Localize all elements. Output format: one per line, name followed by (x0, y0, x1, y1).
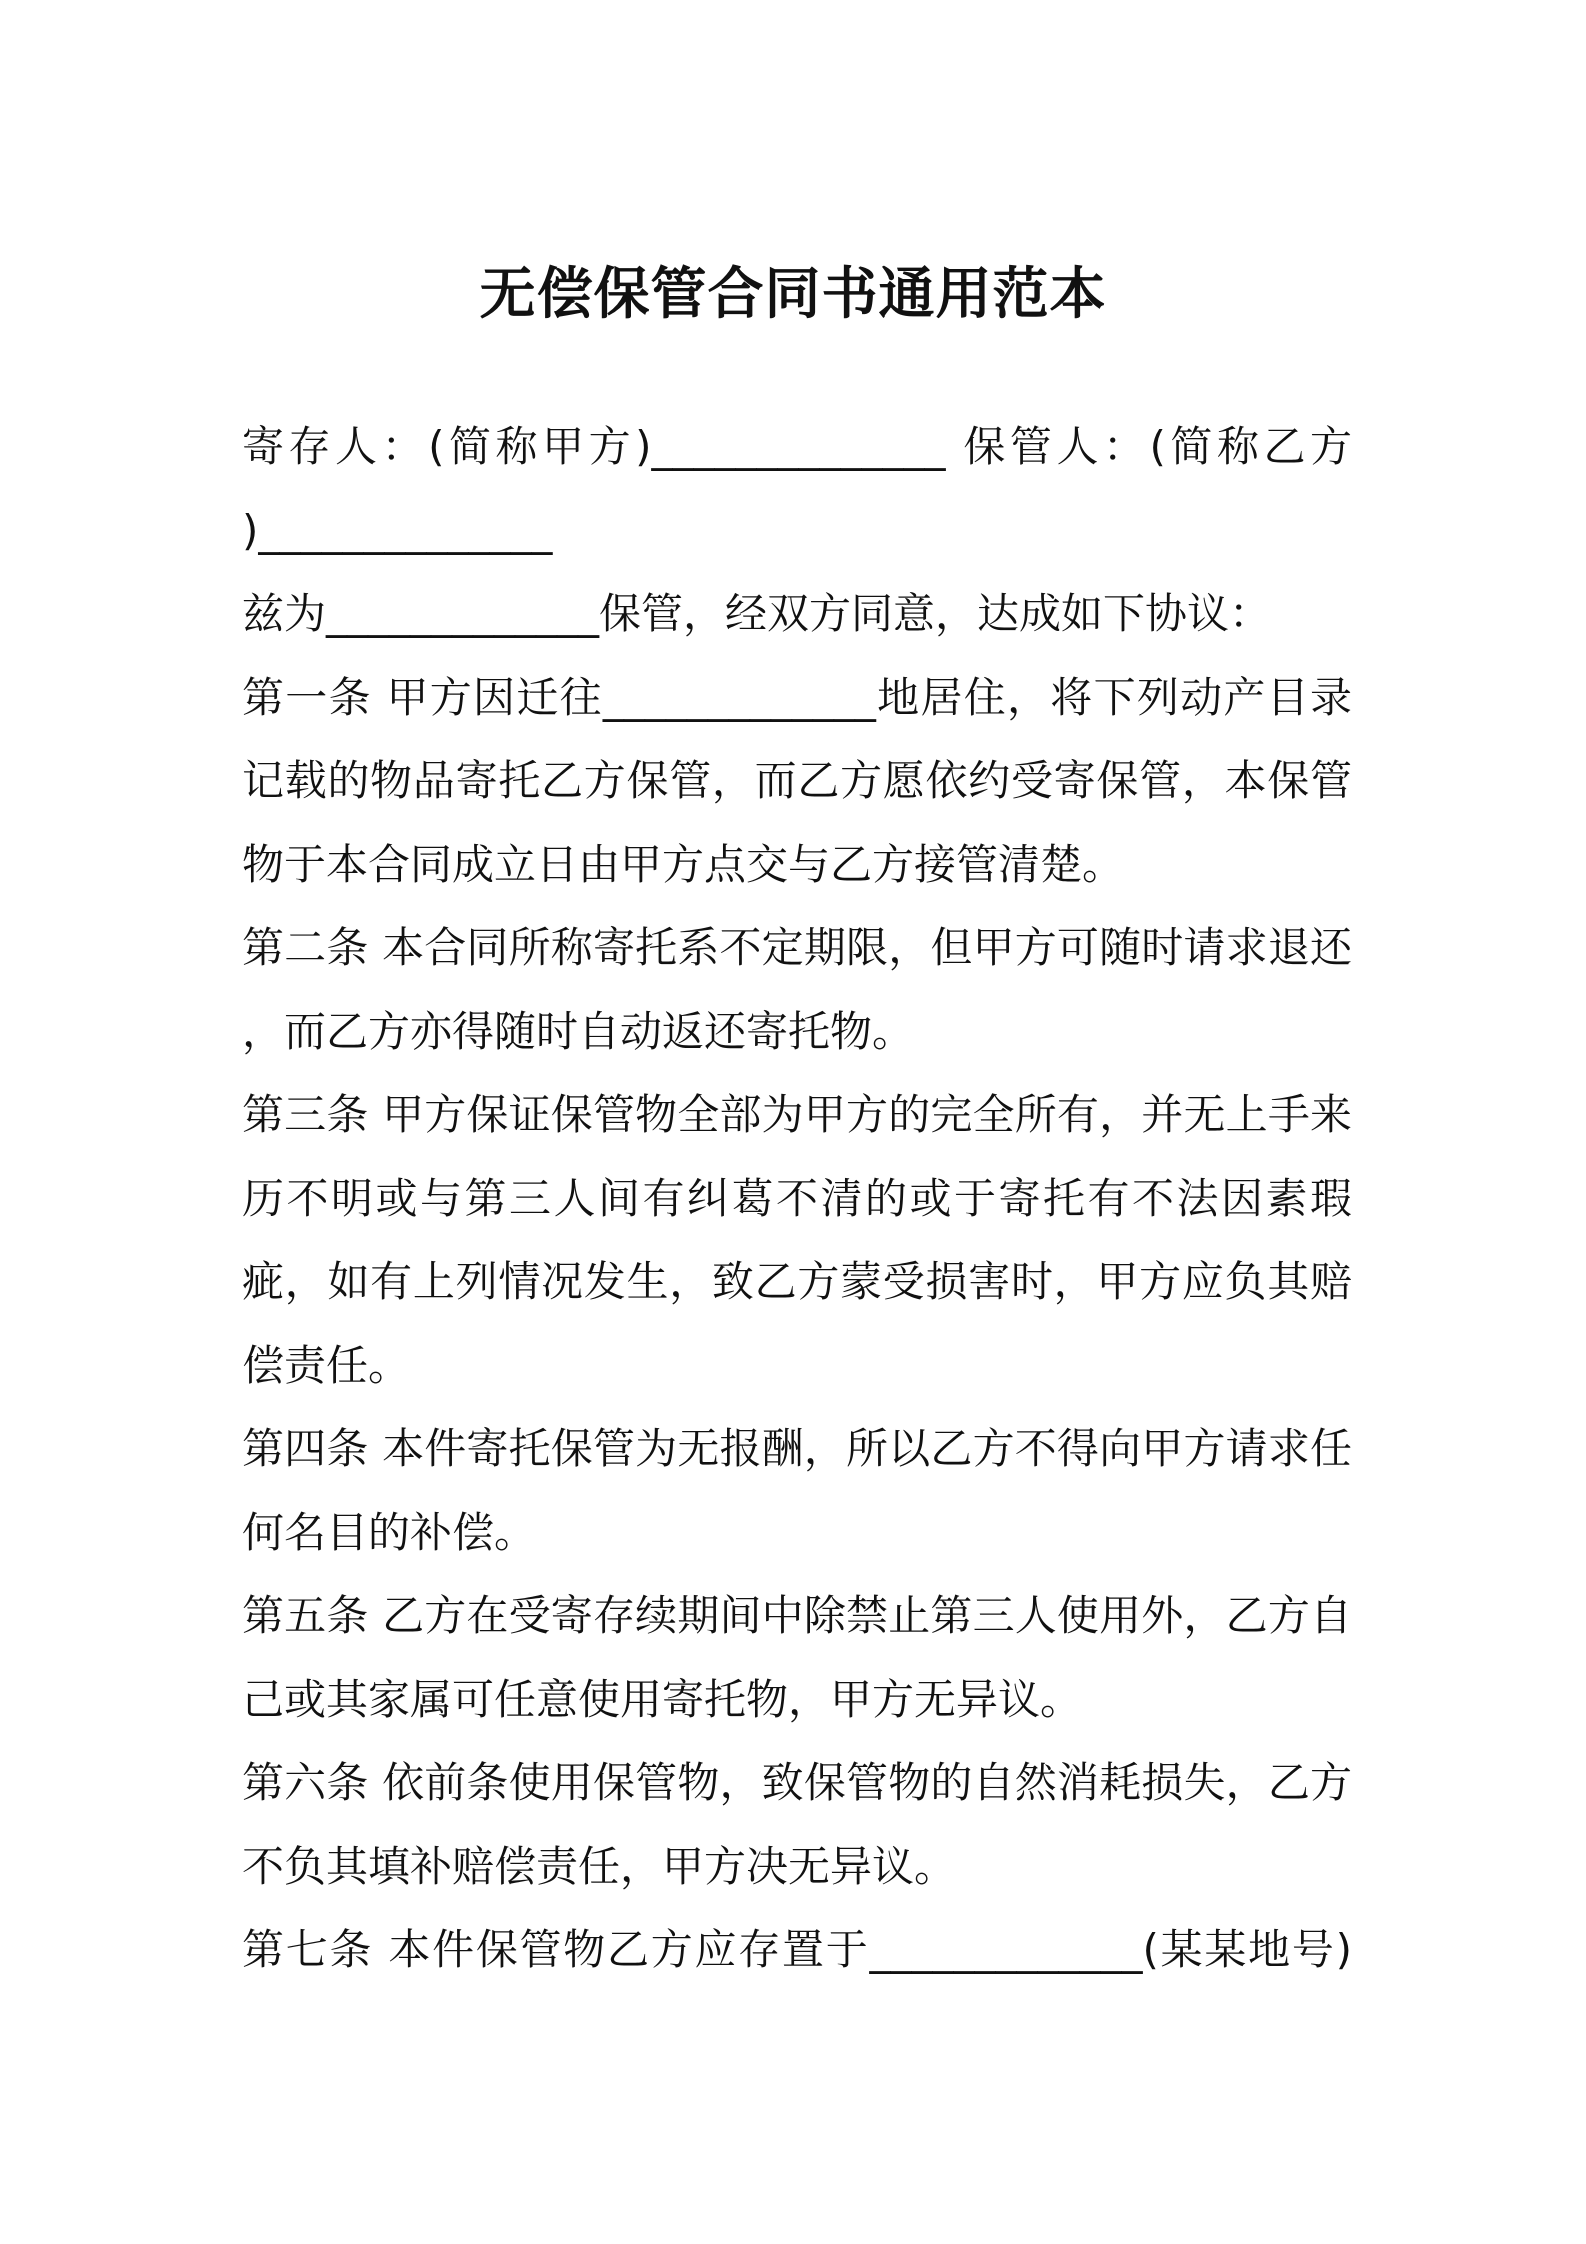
article-3-line-2: 历不明或与第三人间有纠葛不清的或于寄托有不法因素瑕 (242, 1173, 1352, 1223)
article-6-line-1: 第六条 依前条使用保管物，致保管物的自然消耗损失，乙方 (242, 1758, 1352, 1807)
document-body (242, 405, 1352, 1992)
party-line-depositor: 寄存人：(简称甲方)______________ 保管人：(简称乙方 (242, 422, 1352, 471)
article-4-line-1: 第四条 本件寄托保管为无报酬，所以乙方不得向甲方请求任 (242, 1424, 1352, 1473)
article-1-line-2: 记载的物品寄托乙方保管，而乙方愿依约受寄保管，本保管 (242, 756, 1352, 805)
article-1-line-1: 第一条 甲方因迁往_____________地居住，将下列动产目录 (242, 672, 1352, 722)
article-2-line-1: 第二条 本合同所称寄托系不定期限，但甲方可随时请求退还 (242, 923, 1352, 972)
document-title: 无偿保管合同书通用范本 (479, 262, 1107, 327)
article-5-line-2: 己或其家属可任意使用寄托物，甲方无异议。 (242, 1674, 1083, 1724)
article-5-line-1: 第五条 乙方在受寄存续期间中除禁止第三人使用外，乙方自 (242, 1591, 1352, 1640)
party-line-custodian-continued: )______________ (242, 505, 553, 555)
agreement-intro-line: 兹为_____________保管，经双方同意，达成如下协议： (242, 589, 1272, 638)
article-3-line-3: 疵，如有上列情况发生，致乙方蒙受损害时，甲方应负其赔 (242, 1257, 1352, 1306)
article-4-line-2: 何名目的补偿。 (242, 1507, 537, 1557)
article-3-line-1: 第三条 甲方保证保管物全部为甲方的完全所有，并无上手来 (242, 1090, 1352, 1139)
article-3-line-4: 偿责任。 (242, 1340, 411, 1390)
article-1-line-3: 物于本合同成立日由甲方点交与乙方接管清楚。 (242, 839, 1125, 889)
article-6-line-2: 不负其填补赔偿责任，甲方决无异议。 (242, 1841, 957, 1891)
article-2-line-2: ，而乙方亦得随时自动返还寄托物。 (242, 1006, 915, 1056)
article-7-line-1: 第七条 本件保管物乙方应存置于_____________(某某地号) (242, 1925, 1352, 1974)
